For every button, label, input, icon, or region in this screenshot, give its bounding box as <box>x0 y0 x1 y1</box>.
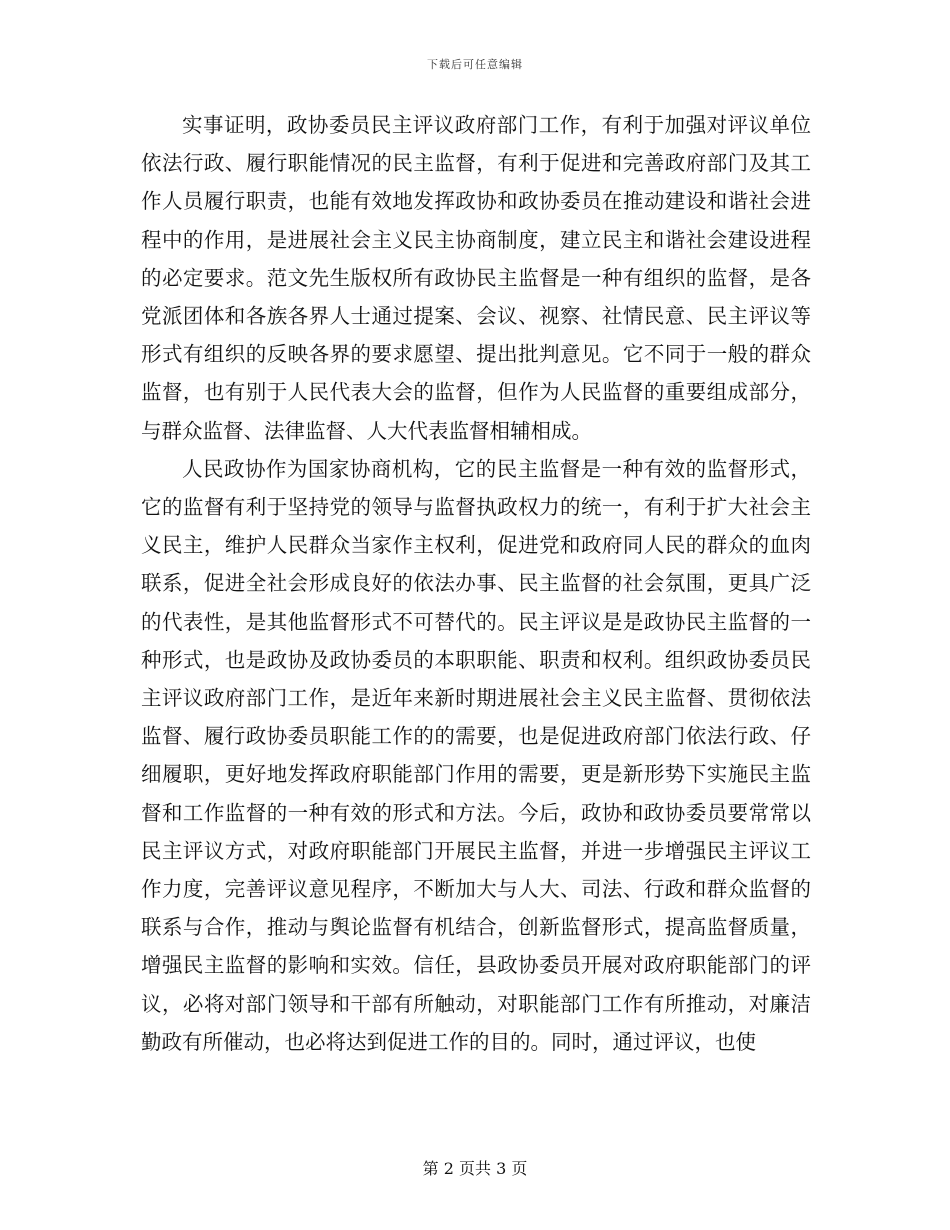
paragraph-2: 人民政协作为国家协商机构，它的民主监督是一种有效的监督形式，它的监督有利于坚持党的领导与监督执政权力的统一，有利于扩大社会主义民主，维护人民群众当家作主权利，促进党和政府同人民的群众的血肉联系，促进全社会形成良好的依法办事、民主监督的社会氛围，更具广泛的代表性，是其他监督形式不可替代的。民主评议是是政协民主监督的一种形式，也是政协及政协委员的本职职能、职责和权利。组织政协委员民主评议政府部门工作，是近年来新时期进展社会主义民主监督、贯彻依法监督、履行政协委员职能工作的的需要，也是促进政府部门依法行政、仔细履职，更好地发挥政府职能部门作用的需要，更是新形势下实施民主监督和工作监督的一种有效的形式和方法。今后，政协和政协委员要常常以民主评议方式，对政府职能部门开展民主监督，并进一步增强民主评议工作力度，完善评议意见程序，不断加大与人大、司法、行政和群众监督的联系与合作，推动与舆论监督有机结合，创新监督形式，提高监督质量，增强民主监督的影响和实效。信任，县政协委员开展对政府职能部门的评议，必将对部门领导和干部有所触动，对职能部门工作有所推动，对廉洁勤政有所催动，也必将达到促进工作的目的。同时，通过评议，也使 <box>141 456 811 1054</box>
page-header: 下载后可任意编辑 <box>427 58 523 71</box>
document-body <box>141 106 811 1061</box>
page-number: 第 2 页共 3 页 <box>422 1159 528 1178</box>
paragraph-1: 实事证明，政协委员民主评议政府部门工作，有利于加强对评议单位依法行政、履行职能情况的民主监督，有利于促进和完善政府部门及其工作人员履行职责，也能有效地发挥政协和政协委员在推动建设和谐社会进程中的作用，是进展社会主义民主协商制度，建立民主和谐社会建设进程的必定要求。范文先生版权所有政协民主监督是一种有组织的监督，是各党派团体和各族各界人士通过提案、会议、视察、社情民意、民主评议等形式有组织的反映各界的要求愿望、提出批判意见。它不同于一般的群众监督，也有别于人民代表大会的监督，但作为人民监督的重要组成部分，与群众监督、法律监督、人大代表监督相辅相成。 <box>141 113 811 443</box>
